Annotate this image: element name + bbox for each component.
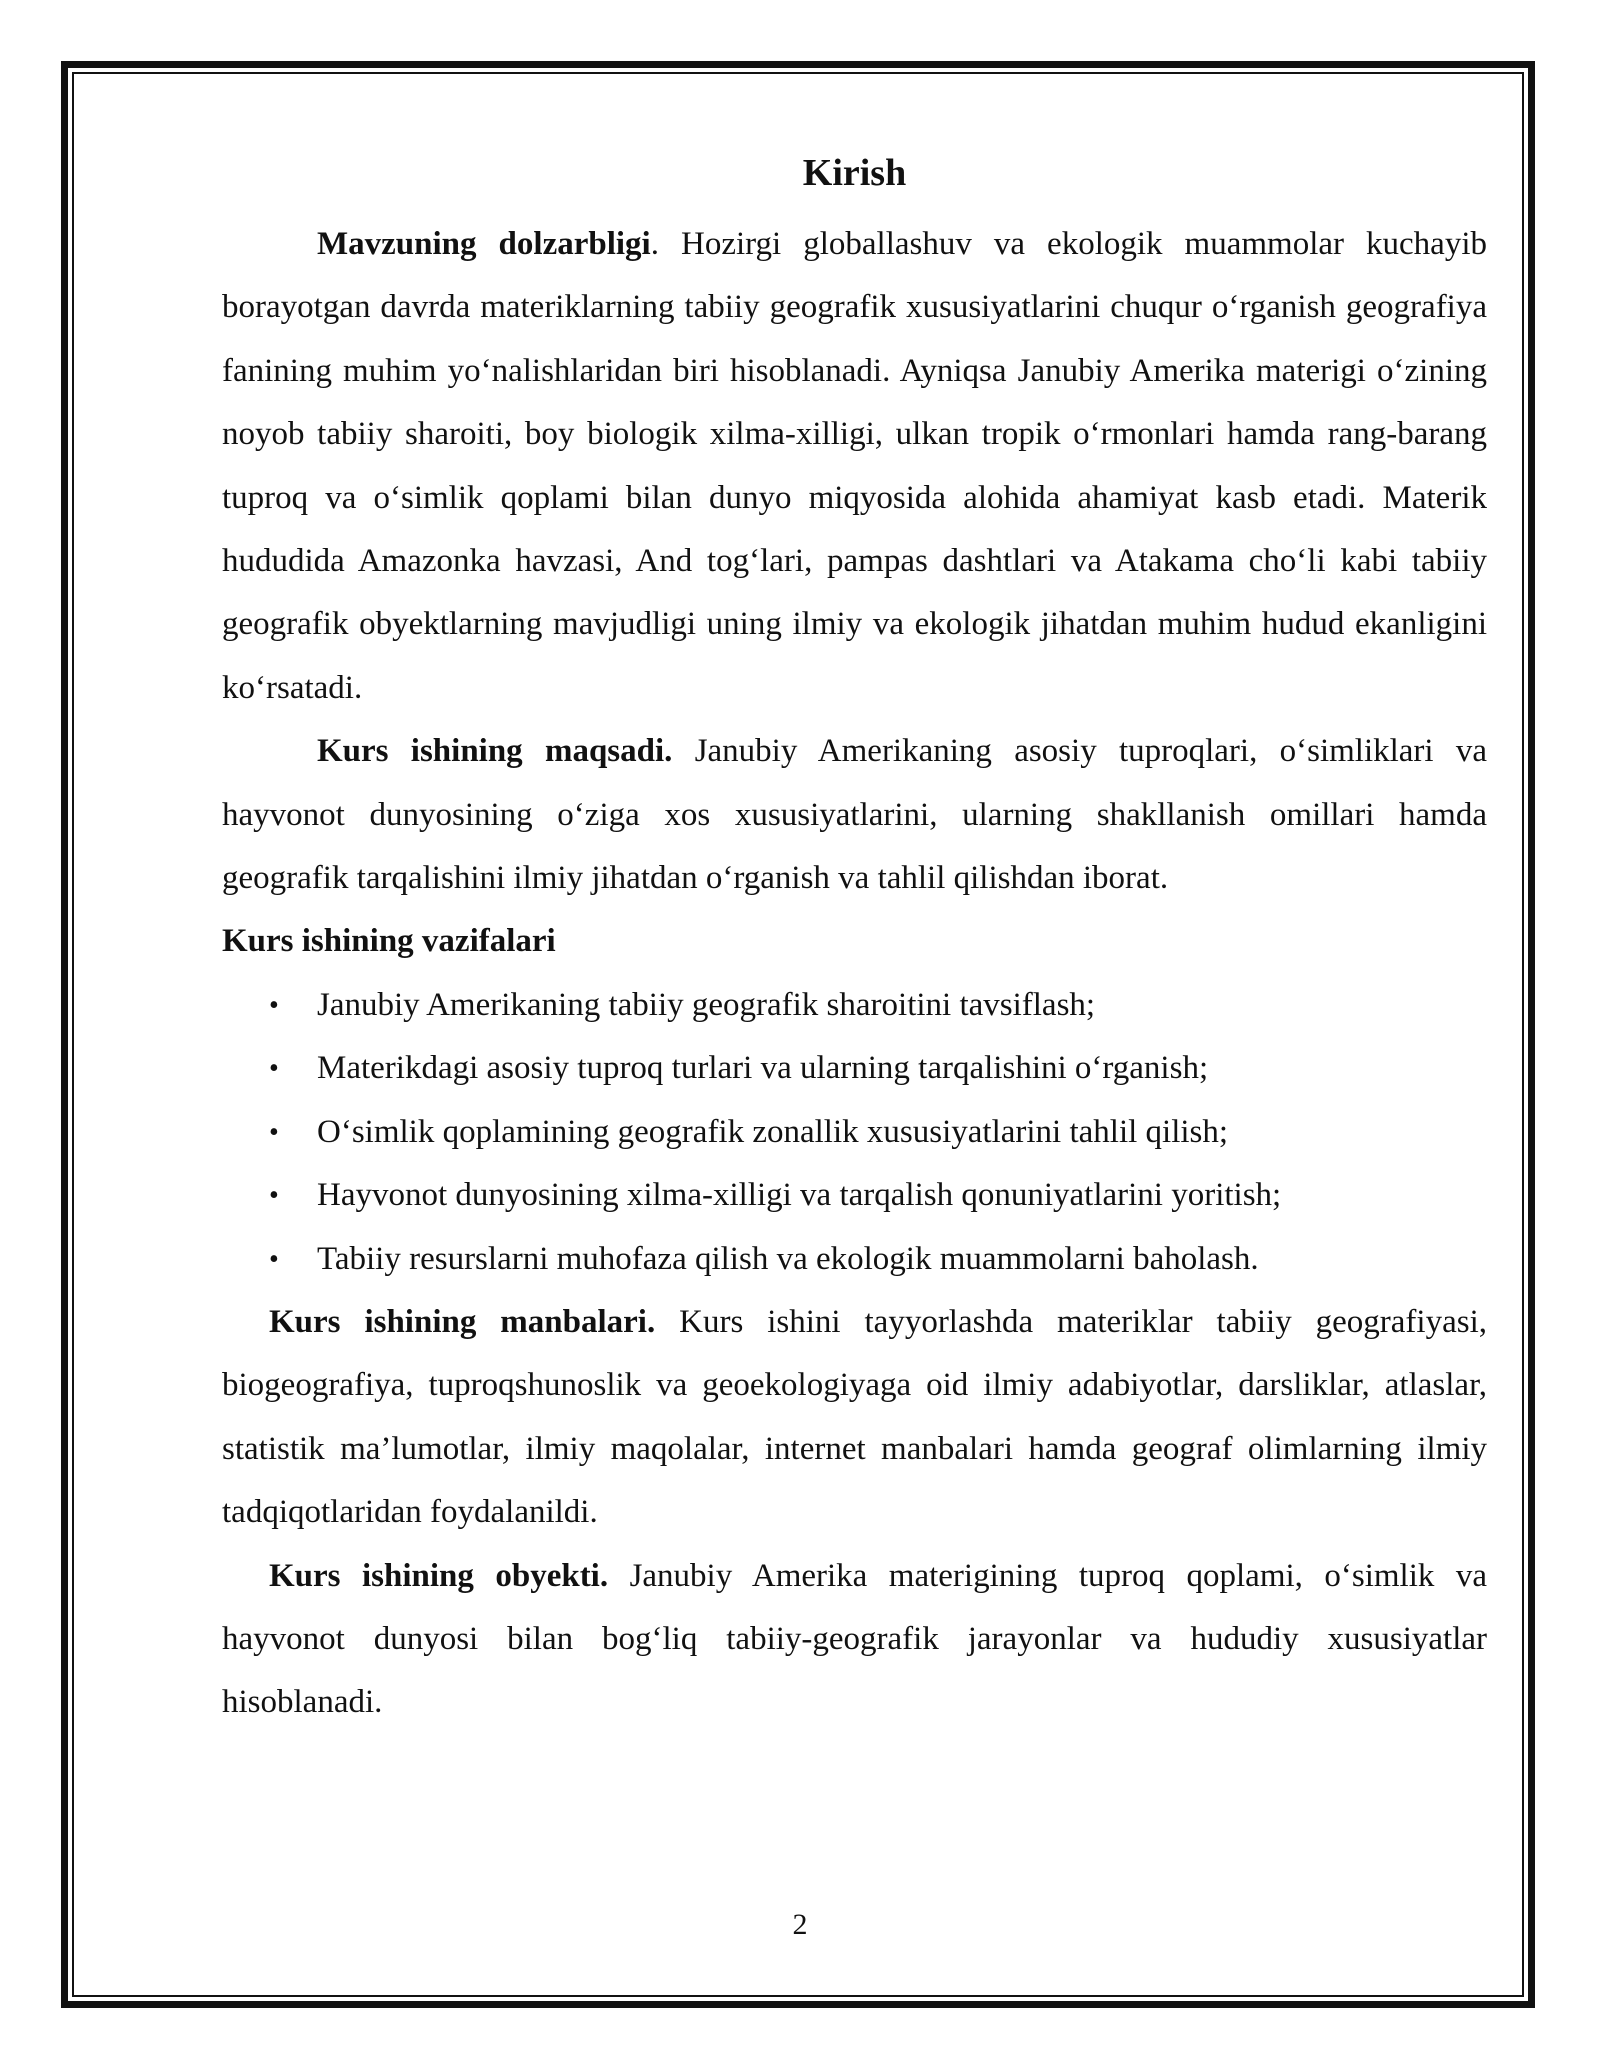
- bullet-icon: •: [269, 1116, 279, 1148]
- paragraph-lead: Mavzuning dolzarbligi: [317, 226, 651, 262]
- paragraph-lead: Kurs ishining obyekti.: [269, 1557, 609, 1594]
- list-item: [222, 1164, 1487, 1227]
- page-number: 2: [792, 1908, 808, 1941]
- paragraph-text: Janubiy Amerikaning asosiy tuproqlari, o‘simliklari va hayvonot dunyosining o‘ziga xos xususiyatlarini, ularning shakllanish omillari hamda geografik tarqalishini ilmiy jihatdan o‘rganish va tahlil qilishdan iborat.: [222, 733, 1488, 897]
- tasks-heading: Kurs ishining vazifalari: [222, 923, 556, 960]
- list-item-text: Janubiy Amerikaning tabiiy geografik sharoitini tavsiflash;: [317, 986, 1096, 1023]
- paragraph-sources: [222, 1291, 1487, 1545]
- list-item-text: Tabiiy resurslarni muhofaza qilish va ekologik muammolarni baholash.: [317, 1240, 1259, 1277]
- bullet-icon: •: [269, 1243, 279, 1275]
- list-item-text: O‘simlik qoplamining geografik zonallik xususiyatlarini tahlil qilish;: [317, 1113, 1229, 1150]
- paragraph-text: Janubiy Amerika materigining tuproq qoplami, o‘simlik va hayvonot dunyosi bilan bog‘liq tabiiy-geografik jarayonlar va hududiy xususiyatlar hisoblanadi.: [222, 1557, 1487, 1721]
- list-item: [222, 1101, 1487, 1164]
- list-item-text: Materikdagi asosiy tuproq turlari va ularning tarqalishini o‘rganish;: [317, 1050, 1209, 1087]
- paragraph-text: Kurs ishini tayyorlashda materiklar tabiiy geografiyasi, biogeografiya, tuproqshunoslik va geoekologiyaga oid ilmiy adabiyotlar, darsliklar, atlaslar, statistik ma’lumotlar, ilmiy maqolalar, internet manbalari hamda geograf olimlarning ilmiy tadqiqotlaridan foydalanildi.: [222, 1303, 1487, 1531]
- list-item: [222, 974, 1487, 1037]
- list-item: [222, 1228, 1487, 1291]
- paragraph-lead: Kurs ishining maqsadi.: [317, 733, 673, 770]
- list-item: [222, 1037, 1487, 1100]
- bullet-icon: •: [269, 1053, 279, 1085]
- paragraph-text: . Hozirgi globallashuv va ekologik muammolar kuchayib borayotgan davrda materiklarning tabiiy geografik xususiyatlarini chuqur o‘rganish geografiya fanining muhim yo‘nalishlaridan biri hisoblanadi. Ayniqsa Janubiy Amerika materigi o‘zining noyob tabiiy sharoiti, boy biologik xilma-xilligi, ulkan tropik o‘rmonlari hamda rang-barang tuproq va o‘simlik qoplami bilan dunyo miqyosida alohida ahamiyat kasb etadi. Materik hududida Amazonka havzasi, And tog‘lari, pampas dashtlari va Atakama cho‘li kabi tabiiy geografik obyektlarning mavjudligi uning ilmiy va ekologik jihatdan muhim hudud ekanligini ko‘rsatadi.: [222, 226, 1487, 706]
- paragraph-goal: [222, 720, 1487, 910]
- bullet-icon: •: [269, 1180, 279, 1212]
- page-title: Kirish: [802, 152, 907, 194]
- list-item-text: Hayvonot dunyosining xilma-xilligi va tarqalish qonuniyatlarini yoritish;: [317, 1177, 1282, 1214]
- tasks-list: [222, 974, 1487, 1291]
- bullet-icon: •: [269, 989, 279, 1021]
- paragraph-relevance: [222, 213, 1487, 720]
- paragraph-lead: Kurs ishining manbalari.: [269, 1303, 656, 1340]
- document-body: [222, 145, 1487, 1735]
- paragraph-object: [222, 1545, 1487, 1735]
